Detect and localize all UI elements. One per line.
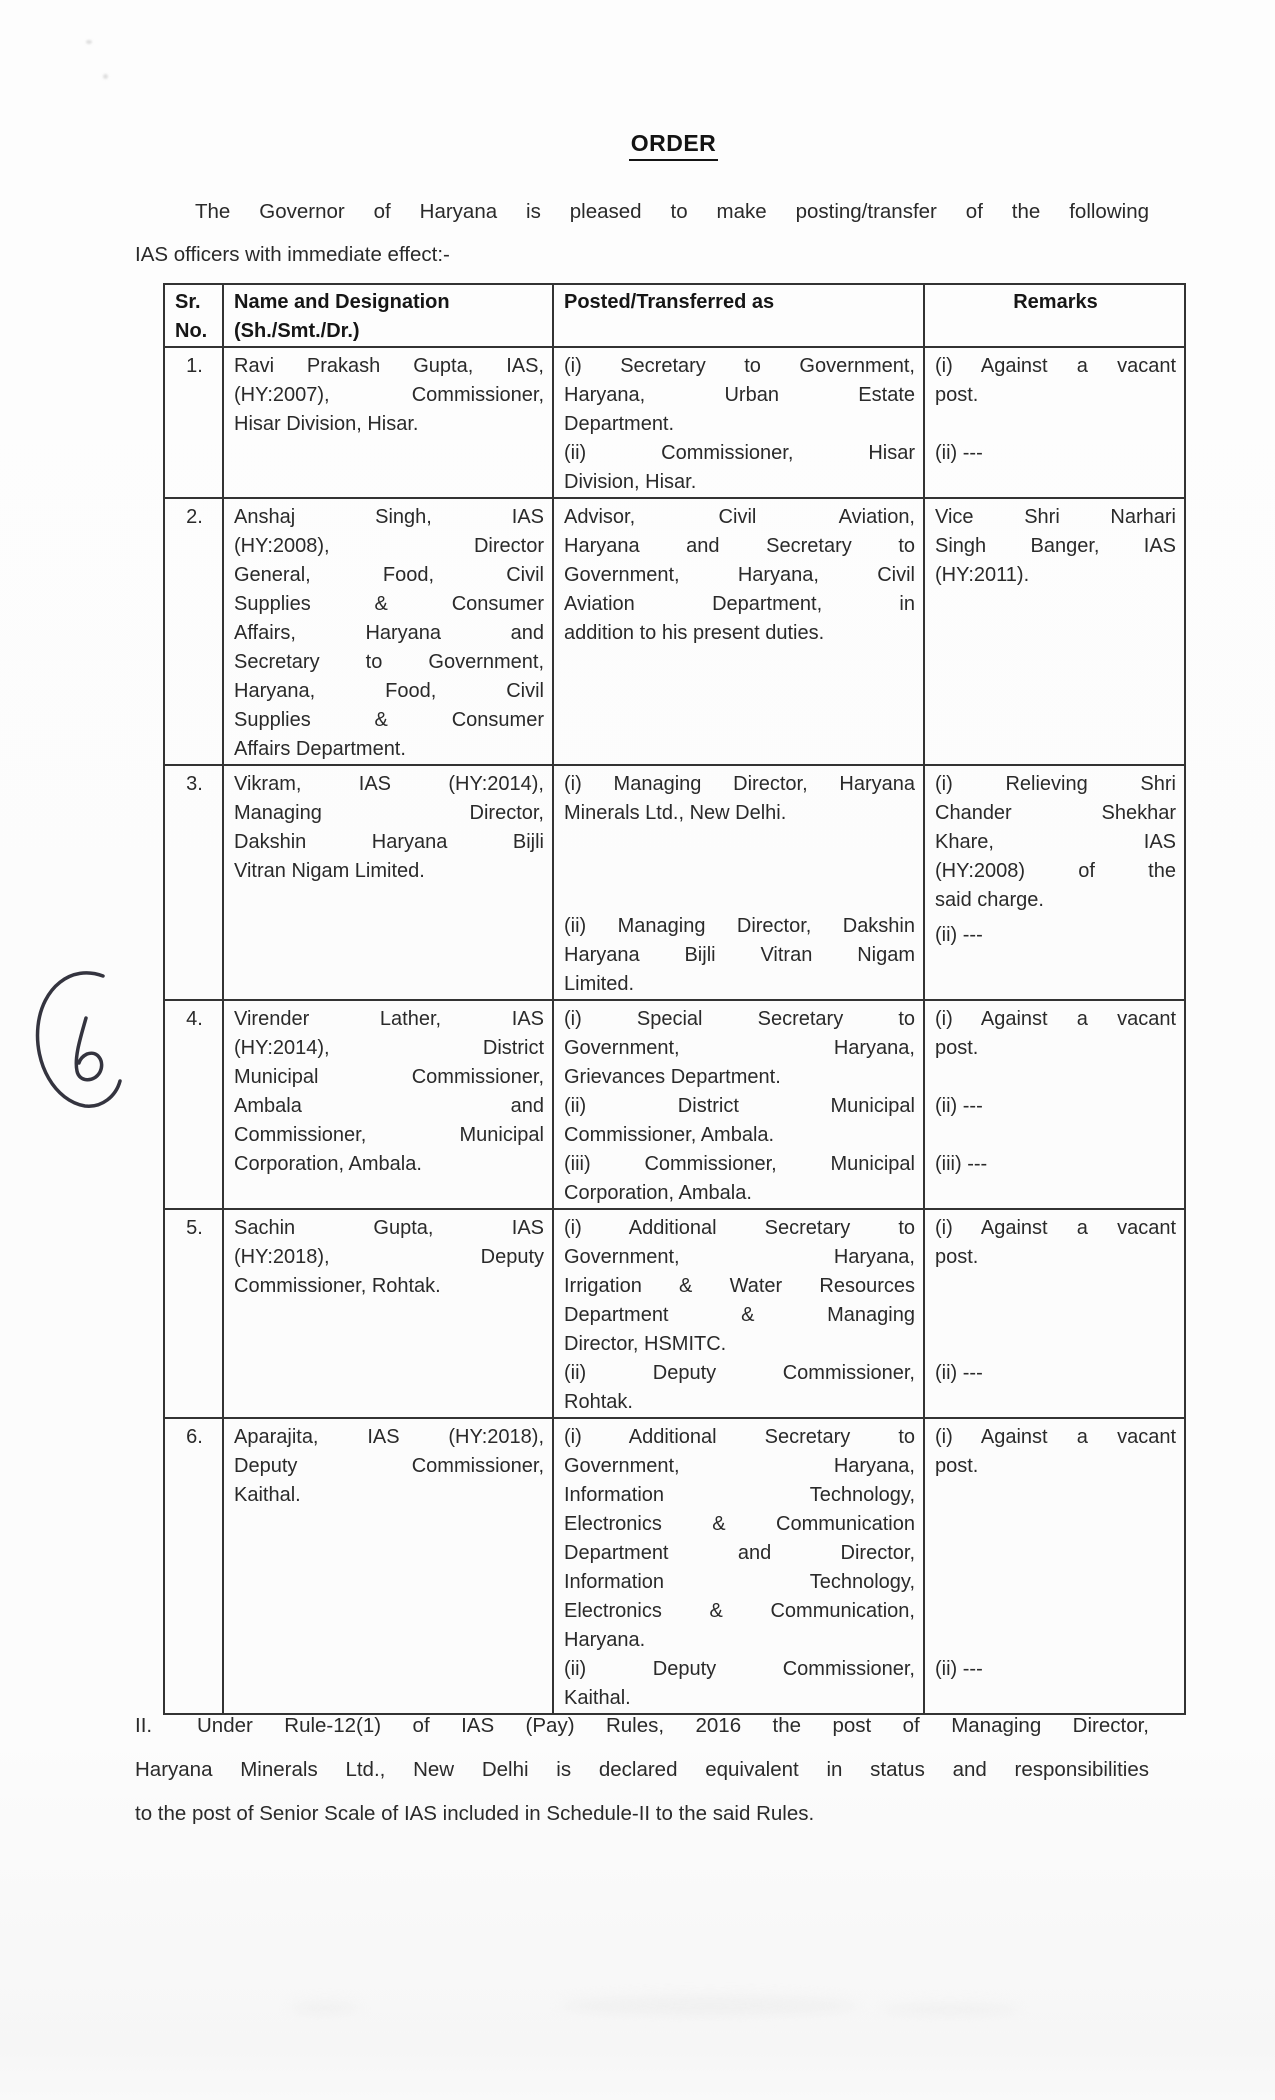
posted-text-line: (ii) Managing Director, Dakshin	[564, 915, 915, 937]
name-text-line: Virender Lather, IAS	[234, 1008, 544, 1030]
remarks-text-line: post.	[935, 1455, 979, 1477]
cell-name	[223, 1418, 553, 1714]
scan-smudge-blob	[290, 2002, 360, 2014]
posted-text-line: Government, Haryana,	[564, 1455, 915, 1477]
table-header-line: Name and Designation	[234, 291, 450, 313]
cell-name	[223, 347, 553, 498]
scan-speck	[86, 40, 92, 44]
name-text-line: Aparajita, IAS (HY:2018),	[234, 1426, 544, 1448]
remarks-paragraph	[935, 921, 1176, 950]
name-text-line: (HY:2014), District	[234, 1037, 544, 1059]
remarks-paragraph	[935, 1655, 1176, 1684]
name-paragraph	[234, 1005, 544, 1179]
name-text-line: Corporation, Ambala.	[234, 1153, 422, 1175]
posted-text-line: Government, Haryana,	[564, 1037, 915, 1059]
remarks-text-line: (i) Against a vacant	[935, 355, 1176, 377]
closing-numeral: II.	[135, 1714, 153, 1737]
posted-text-line: Division, Hisar.	[564, 471, 697, 493]
posted-paragraph	[564, 1214, 915, 1359]
cell-remarks	[924, 498, 1185, 765]
table-header-cell	[924, 284, 1185, 347]
table-header-line: Posted/Transferred as	[564, 291, 775, 313]
intro-line: The Governor of Haryana is pleased to make posting/transfer of the following	[195, 200, 1149, 223]
closing-line: Haryana Minerals Ltd., New Delhi is declared equivalent in status and responsibilities	[135, 1758, 1149, 1781]
remarks-paragraph	[935, 503, 1176, 590]
cell-name	[223, 1209, 553, 1418]
posted-text-line: Information Technology,	[564, 1484, 915, 1506]
closing-line: II. Under Rule-12(1) of IAS (Pay) Rules, 2016 the post of Managing Director,	[135, 1704, 1149, 1748]
cell-remarks	[924, 1000, 1185, 1209]
posted-text-line: Department.	[564, 413, 675, 435]
cell-posted	[553, 1000, 924, 1209]
cell-name	[223, 498, 553, 765]
remarks-text-line: (i) Against a vacant	[935, 1426, 1176, 1448]
posted-text-line: (iii) Commissioner, Municipal	[564, 1153, 915, 1175]
posted-text-line: Aviation Department, in	[564, 593, 915, 615]
name-text-line: Deputy Commissioner,	[234, 1455, 544, 1477]
posted-paragraph	[564, 912, 915, 999]
table-row	[164, 1418, 1185, 1714]
scan-smudge-blob	[560, 1996, 860, 2016]
name-text-line: (HY:2018), Deputy	[234, 1246, 544, 1268]
name-paragraph	[234, 770, 544, 886]
remarks-paragraph	[935, 1005, 1176, 1063]
remarks-text-line: (ii) ---	[935, 1362, 983, 1384]
page-title-wrap	[163, 130, 1184, 161]
name-text-line: Ambala and	[234, 1095, 544, 1117]
table-header-row	[164, 284, 1185, 347]
name-text-line: Kaithal.	[234, 1484, 301, 1506]
posted-paragraph	[564, 503, 915, 648]
name-text-line: Secretary to Government,	[234, 651, 544, 673]
name-text-line: Commissioner, Rohtak.	[234, 1275, 441, 1297]
posted-text-line: Minerals Ltd., New Delhi.	[564, 802, 787, 824]
posted-text-line: Haryana Bijli Vitran Nigam	[564, 944, 915, 966]
remarks-text-line: said charge.	[935, 889, 1044, 911]
name-text-line: Anshaj Singh, IAS	[234, 506, 544, 528]
cell-sr-no: 2.	[164, 498, 223, 765]
posted-text-line: (ii) Deputy Commissioner,	[564, 1658, 915, 1680]
cell-remarks	[924, 1209, 1185, 1418]
remarks-text-line: Chander Shekhar	[935, 802, 1176, 824]
remarks-paragraph	[935, 1214, 1176, 1272]
name-text-line: Vikram, IAS (HY:2014),	[234, 773, 544, 795]
cell-posted	[553, 347, 924, 498]
intro-line: IAS officers with immediate effect:-	[135, 243, 450, 266]
cell-sr-no: 5.	[164, 1209, 223, 1418]
name-text-line: Supplies & Consumer	[234, 709, 544, 731]
posted-text-line: Irrigation & Water Resources	[564, 1275, 915, 1297]
posted-text-line: (i) Special Secretary to	[564, 1008, 915, 1030]
remarks-paragraph	[935, 770, 1176, 915]
posted-text-line: Kaithal.	[564, 1687, 631, 1709]
name-text-line: Dakshin Haryana Bijli	[234, 831, 544, 853]
posted-text-line: (ii) Deputy Commissioner,	[564, 1362, 915, 1384]
remarks-text-line: (ii) ---	[935, 924, 983, 946]
table-row	[164, 347, 1185, 498]
cell-posted	[553, 1209, 924, 1418]
table-row	[164, 498, 1185, 765]
remarks-text-line: (HY:2011).	[935, 564, 1030, 586]
posted-paragraph	[564, 1359, 915, 1417]
name-paragraph	[234, 503, 544, 764]
table-header-cell	[164, 284, 223, 347]
intro-paragraph	[135, 190, 1149, 276]
posted-paragraph	[564, 352, 915, 439]
posted-text-line: Advisor, Civil Aviation,	[564, 506, 915, 528]
remarks-paragraph	[935, 1092, 1176, 1121]
remarks-text-line: post.	[935, 1246, 979, 1268]
table-header-line: (Sh./Smt./Dr.)	[234, 320, 360, 342]
remarks-text-line: Singh Banger, IAS	[935, 535, 1176, 557]
name-text-line: Municipal Commissioner,	[234, 1066, 544, 1088]
posted-text-line: Director, HSMITC.	[564, 1333, 727, 1355]
posted-text-line: Limited.	[564, 973, 635, 995]
posted-text-line: Corporation, Ambala.	[564, 1182, 752, 1204]
posted-paragraph	[564, 439, 915, 497]
name-paragraph	[234, 352, 544, 439]
remarks-paragraph	[935, 1150, 1176, 1179]
page-title: ORDER	[629, 130, 719, 161]
posted-text-line: Haryana.	[564, 1629, 646, 1651]
name-text-line: Vitran Nigam Limited.	[234, 860, 425, 882]
name-text-line: Hisar Division, Hisar.	[234, 413, 419, 435]
name-text-line: Commissioner, Municipal	[234, 1124, 544, 1146]
cell-posted	[553, 1418, 924, 1714]
posted-paragraph	[564, 1092, 915, 1150]
cell-sr-no: 1.	[164, 347, 223, 498]
posted-text-line: Government, Haryana,	[564, 1246, 915, 1268]
remarks-text-line: (i) Against a vacant	[935, 1008, 1176, 1030]
posted-text-line: (i) Additional Secretary to	[564, 1426, 915, 1448]
scan-smudge-band	[0, 2000, 1275, 2100]
name-text-line: General, Food, Civil	[234, 564, 544, 586]
posted-text-line: (i) Secretary to Government,	[564, 355, 915, 377]
name-text-line: Supplies & Consumer	[234, 593, 544, 615]
remarks-text-line: Khare, IAS	[935, 831, 1176, 853]
scan-smudge-blob	[880, 2004, 1020, 2016]
posted-text-line: (i) Managing Director, Haryana	[564, 773, 915, 795]
name-text-line: Affairs Department.	[234, 738, 406, 760]
order-table-body	[164, 347, 1185, 1714]
remarks-text-line: (ii) ---	[935, 442, 983, 464]
closing-line: to the post of Senior Scale of IAS included in Schedule-II to the said Rules.	[135, 1802, 815, 1825]
posted-text-line: Government, Haryana, Civil	[564, 564, 915, 586]
name-text-line: Managing Director,	[234, 802, 544, 824]
posted-text-line: Department & Managing	[564, 1304, 915, 1326]
name-paragraph	[234, 1214, 544, 1301]
cell-remarks	[924, 765, 1185, 1000]
table-header-line: No.	[175, 320, 208, 342]
name-text-line: Ravi Prakash Gupta, IAS,	[234, 355, 544, 377]
posted-text-line: Electronics & Communication,	[564, 1600, 915, 1622]
posted-text-line: Information Technology,	[564, 1571, 915, 1593]
remarks-text-line: (ii) ---	[935, 1658, 983, 1680]
remarks-paragraph	[935, 352, 1176, 410]
remarks-paragraph	[935, 1423, 1176, 1481]
name-text-line: (HY:2008), Director	[234, 535, 544, 557]
name-text-line: Sachin Gupta, IAS	[234, 1217, 544, 1239]
table-header-cell	[223, 284, 553, 347]
table-row	[164, 1000, 1185, 1209]
table-row	[164, 1209, 1185, 1418]
posted-text-line: Grievances Department.	[564, 1066, 781, 1088]
cell-sr-no: 4.	[164, 1000, 223, 1209]
scan-speck	[103, 74, 108, 79]
remarks-text-line: Vice Shri Narhari	[935, 506, 1176, 528]
posted-text-line: (ii) Commissioner, Hisar	[564, 442, 915, 464]
order-table	[163, 283, 1186, 1715]
cell-posted	[553, 765, 924, 1000]
remarks-text-line: (i) Against a vacant	[935, 1217, 1176, 1239]
cell-sr-no: 3.	[164, 765, 223, 1000]
posted-text-line: Rohtak.	[564, 1391, 633, 1413]
remarks-text-line: (iii) ---	[935, 1153, 988, 1175]
remarks-text-line: post.	[935, 1037, 979, 1059]
table-header-cell	[553, 284, 924, 347]
cell-name	[223, 1000, 553, 1209]
remarks-text-line: (HY:2008) of the	[935, 860, 1176, 882]
remarks-text-line: post.	[935, 384, 979, 406]
remarks-text-line: (i) Relieving Shri	[935, 773, 1176, 795]
name-text-line: Affairs, Haryana and	[234, 622, 544, 644]
order-table-head	[164, 284, 1185, 347]
closing-paragraph	[135, 1704, 1149, 1836]
name-text-line: Haryana, Food, Civil	[234, 680, 544, 702]
name-paragraph	[234, 1423, 544, 1510]
posted-text-line: (ii) District Municipal	[564, 1095, 915, 1117]
cell-remarks	[924, 347, 1185, 498]
handwritten-circled-mark	[25, 960, 137, 1118]
cell-name	[223, 765, 553, 1000]
cell-remarks	[924, 1418, 1185, 1714]
table-row	[164, 765, 1185, 1000]
table-header-line: Remarks	[1013, 291, 1098, 313]
posted-text-line: Commissioner, Ambala.	[564, 1124, 775, 1146]
posted-paragraph	[564, 770, 915, 828]
posted-paragraph	[564, 1005, 915, 1092]
posted-text-line: (i) Additional Secretary to	[564, 1217, 915, 1239]
posted-paragraph	[564, 1423, 915, 1655]
remarks-paragraph	[935, 1359, 1176, 1388]
remarks-paragraph	[935, 439, 1176, 468]
name-text-line: (HY:2007), Commissioner,	[234, 384, 544, 406]
table-header-line: Sr.	[175, 291, 201, 313]
posted-text-line: addition to his present duties.	[564, 622, 825, 644]
posted-text-line: Haryana, Urban Estate	[564, 384, 915, 406]
posted-text-line: Haryana and Secretary to	[564, 535, 915, 557]
cell-sr-no: 6.	[164, 1418, 223, 1714]
posted-text-line: Department and Director,	[564, 1542, 915, 1564]
cell-posted	[553, 498, 924, 765]
remarks-text-line: (ii) ---	[935, 1095, 983, 1117]
posted-text-line: Electronics & Communication	[564, 1513, 915, 1535]
posted-paragraph	[564, 1150, 915, 1208]
